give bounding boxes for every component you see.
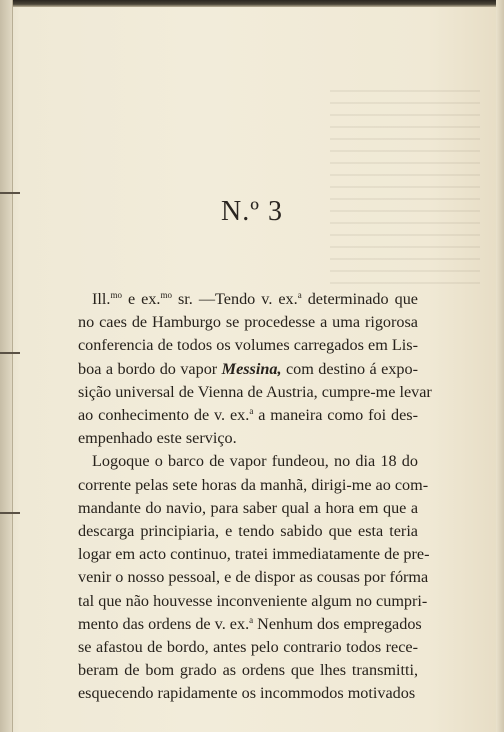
binding-thread	[0, 512, 20, 514]
ship-name: Messina,	[221, 359, 282, 378]
text-run: a maneira como foi des-	[253, 406, 418, 425]
superscript: a	[297, 290, 302, 300]
text-line: corrente pelas sete horas da manhã, dirigi-me ao com-	[78, 475, 429, 494]
text-line: empenhado este serviço.	[78, 429, 237, 448]
text-line	[78, 404, 418, 427]
text-line	[78, 358, 418, 381]
text-line	[78, 288, 418, 311]
text-run: sr. —Tendo v. ex.	[172, 290, 298, 308]
text-line: se afastou de bordo, antes pelo contrario todos rece-	[78, 638, 418, 657]
book-spine-gutter	[0, 0, 13, 732]
text-line: no caes de Hamburgo se procedesse a uma rigorosa	[78, 313, 418, 332]
text-run: ao conhecimento de v. ex.	[78, 406, 250, 425]
text-line: beram de bom grado as ordens que lhes transmitti,	[78, 661, 418, 680]
text-line: tal que não houvesse inconveniente algum no cumpri-	[78, 591, 428, 610]
text-line: esquecendo rapidamente os incommodos motivados	[78, 684, 416, 703]
text-line: logar em acto continuo, tratei immediatamente de pre-	[78, 545, 430, 564]
text-line	[78, 613, 422, 636]
text-run: com destino á expo-	[281, 359, 419, 378]
page-top-edge	[0, 0, 504, 7]
superscript: mo	[160, 290, 172, 300]
superscript: a	[249, 614, 254, 625]
superscript: a	[249, 406, 254, 417]
document-number-heading: N.º 3	[221, 196, 283, 227]
paragraph	[78, 450, 430, 705]
text-run: mento das ordens de v. ex.	[78, 614, 250, 633]
text-run: e ex.	[121, 290, 161, 308]
binding-thread	[0, 352, 20, 354]
paragraph	[78, 288, 432, 450]
text-run: boa a bordo do vapor	[78, 359, 222, 378]
letter-body	[78, 288, 432, 706]
text-line: sição universal de Vienna de Austria, cumpre-me levar	[78, 382, 432, 401]
text-line: conferencia de todos os volumes carregados em Lis-	[78, 336, 418, 355]
text-run: Ill.	[92, 290, 111, 308]
page-right-edge	[496, 0, 504, 732]
text-line: descarga principiaria, e tendo sabido que esta teria	[78, 522, 418, 541]
bleed-through-text	[330, 90, 480, 290]
text-line: Logoque o barco de vapor fundeou, no dia 18 do	[92, 452, 418, 471]
text-run: Nenhum dos empregados	[253, 614, 422, 633]
text-line: mandante do navio, para saber qual a hora em que a	[78, 498, 418, 517]
text-line: venir o nosso pessoal, e de dispor as cousas por fórma	[78, 568, 429, 587]
text-run: determinado que	[301, 290, 418, 308]
superscript: mo	[110, 290, 122, 300]
binding-thread	[0, 192, 20, 194]
